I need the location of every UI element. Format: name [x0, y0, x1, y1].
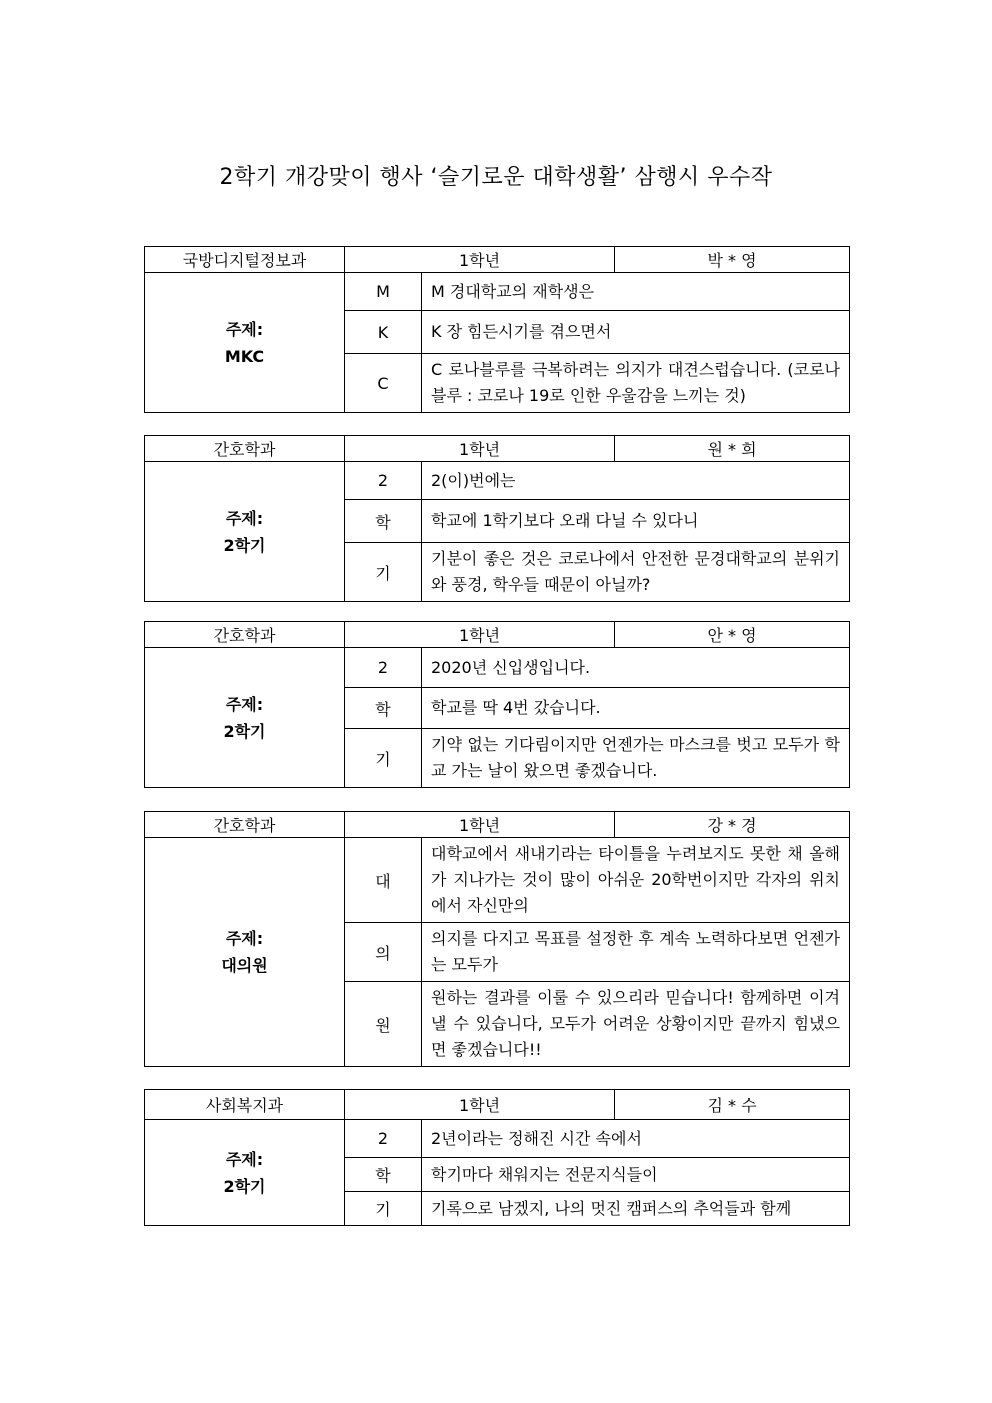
topic-value: 2학기 — [223, 535, 266, 555]
acrostic-line: 학기마다 채워지는 전문지식들이 — [422, 1158, 850, 1192]
acrostic-line: 2020년 신입생입니다. — [422, 648, 850, 688]
acrostic-line: 기약 없는 기다림이지만 언젠가는 마스크를 벗고 모두가 학교 가는 날이 왔으면 좋겠습니다. — [422, 729, 850, 788]
acrostic-letter: 기 — [345, 543, 422, 602]
acrostic-line: 원하는 결과를 이룰 수 있으리라 믿습니다! 함께하면 이겨낼 수 있습니다, 모두가 어려운 상황이지만 끝까지 힘냈으면 좋겠습니다!! — [422, 982, 850, 1067]
topic-value: 2학기 — [223, 721, 266, 741]
grade-cell: 1학년 — [345, 622, 615, 648]
department-cell: 간호학과 — [145, 622, 345, 648]
topic-value: MKC — [224, 346, 265, 366]
department-cell: 간호학과 — [145, 436, 345, 462]
acrostic-line: 학교를 딱 4번 갔습니다. — [422, 688, 850, 729]
grade-cell: 1학년 — [345, 1090, 615, 1120]
entry-table — [144, 435, 850, 602]
acrostic-letter: 대 — [345, 838, 422, 923]
acrostic-letter: 2 — [345, 648, 422, 688]
entry-table — [144, 811, 850, 1067]
acrostic-letter: 2 — [345, 462, 422, 500]
department-cell: 사회복지과 — [145, 1090, 345, 1120]
acrostic-line: 2년이라는 정해진 시간 속에서 — [422, 1120, 850, 1158]
acrostic-line: 기록으로 남겠지, 나의 멋진 캠퍼스의 추억들과 함께 — [422, 1192, 850, 1226]
acrostic-letter: K — [345, 311, 422, 354]
topic-label: 주제: — [225, 1149, 264, 1169]
topic-cell — [145, 273, 345, 413]
entry-table — [144, 246, 850, 413]
acrostic-letter: 의 — [345, 923, 422, 982]
acrostic-letter: 학 — [345, 1158, 422, 1192]
acrostic-line: 2(이)번에는 — [422, 462, 850, 500]
acrostic-letter: 학 — [345, 500, 422, 543]
acrostic-line: M 경대학교의 재학생은 — [422, 273, 850, 311]
topic-cell — [145, 462, 345, 602]
acrostic-letter: 학 — [345, 688, 422, 729]
student-name-cell: 원 * 희 — [615, 436, 850, 462]
entry-table — [144, 621, 850, 788]
topic-label: 주제: — [225, 508, 264, 528]
acrostic-line: 의지를 다지고 목표를 설정한 후 계속 노력하다보면 언젠가는 모두가 — [422, 923, 850, 982]
acrostic-line: 학교에 1학기보다 오래 다닐 수 있다니 — [422, 500, 850, 543]
department-cell: 국방디지털정보과 — [145, 247, 345, 273]
student-name-cell: 강 * 경 — [615, 812, 850, 838]
department-cell: 간호학과 — [145, 812, 345, 838]
acrostic-letter: M — [345, 273, 422, 311]
acrostic-line: 기분이 좋은 것은 코로나에서 안전한 문경대학교의 분위기와 풍경, 학우들 때문이 아닐까? — [422, 543, 850, 602]
page-title: 2학기 개강맞이 행사 ‘슬기로운 대학생활’ 삼행시 우수작 — [219, 165, 773, 190]
topic-cell — [145, 838, 345, 1067]
grade-cell: 1학년 — [345, 812, 615, 838]
acrostic-line: C 로나블루를 극복하려는 의지가 대견스럽습니다. (코로나블루 : 코로나 19로 인한 우울감을 느끼는 것) — [422, 354, 850, 413]
acrostic-letter: C — [345, 354, 422, 413]
grade-cell: 1학년 — [345, 247, 615, 273]
acrostic-letter: 원 — [345, 982, 422, 1067]
acrostic-letter: 기 — [345, 1192, 422, 1226]
entry-table — [144, 1089, 850, 1226]
acrostic-line: 대학교에서 새내기라는 타이틀을 누려보지도 못한 채 올해가 지나가는 것이 많이 아쉬운 20학번이지만 각자의 위치에서 자신만의 — [422, 838, 850, 923]
topic-label: 주제: — [225, 319, 264, 339]
student-name-cell: 박 * 영 — [615, 247, 850, 273]
topic-label: 주제: — [225, 694, 264, 714]
topic-cell — [145, 648, 345, 788]
topic-cell — [145, 1120, 345, 1226]
topic-value: 대의원 — [221, 956, 268, 975]
acrostic-letter: 기 — [345, 729, 422, 788]
acrostic-line: K 장 힘든시기를 겪으면서 — [422, 311, 850, 354]
grade-cell: 1학년 — [345, 436, 615, 462]
topic-label: 주제: — [225, 929, 264, 948]
student-name-cell: 김 * 수 — [615, 1090, 850, 1120]
acrostic-letter: 2 — [345, 1120, 422, 1158]
student-name-cell: 안 * 영 — [615, 622, 850, 648]
topic-value: 2학기 — [223, 1176, 266, 1196]
